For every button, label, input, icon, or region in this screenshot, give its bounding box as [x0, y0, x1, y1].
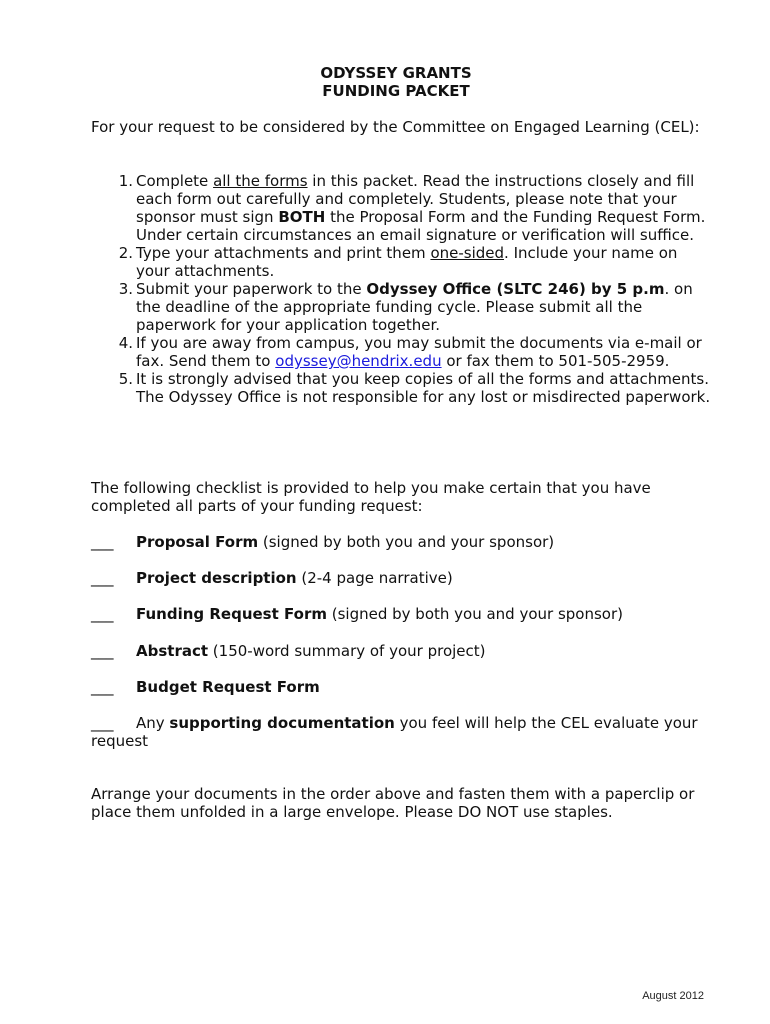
list-item [91, 244, 711, 280]
page-title [0, 64, 770, 100]
footer-date: August 2012 [642, 990, 704, 1002]
checklist-note: (150-word summary of your project) [208, 642, 486, 660]
step-text: the Proposal Form and the Funding Request Form. Under certain circumstances an email signature or verification will suffice. [136, 208, 706, 244]
checklist-intro: The following checklist is provided to help you make certain that you have completed all parts of your funding request: [91, 479, 651, 515]
email-link[interactable]: odyssey@hendrix.edu [275, 352, 442, 370]
checklist-label: Funding Request Form [136, 605, 327, 623]
list-item [91, 370, 711, 406]
checklist-note: (signed by both you and your sponsor) [258, 533, 555, 551]
step-text: . Include your name on your attachments. [136, 244, 678, 280]
step-text: . on the deadline of the appropriate funding cycle. Please submit all the paperwork for your application together. [136, 280, 693, 334]
checkbox-blank: ___ [91, 569, 114, 587]
title-line-1: ODYSSEY GRANTS [320, 64, 472, 82]
checklist-note: (2-4 page narrative) [296, 569, 453, 587]
checklist-item-proposal-form [91, 533, 711, 551]
checklist-label: supporting documentation [169, 714, 395, 732]
step-text: Submit your paperwork to the [136, 280, 367, 298]
list-number: 5. [118, 370, 133, 388]
instructions-list [91, 172, 711, 406]
checkbox-blank: ___ [91, 605, 114, 623]
checkbox-blank: ___ [91, 714, 114, 732]
bold-phrase: BOTH [278, 208, 326, 226]
checklist-item-funding-request-form [91, 605, 711, 623]
intro-paragraph: For your request to be considered by the Committee on Engaged Learning (CEL): [91, 118, 700, 136]
closing-paragraph: Arrange your documents in the order above and fasten them with a paperclip or place them unfolded in a large envelope. Please DO NOT use staples. [91, 785, 695, 821]
checklist-note: you feel will help the CEL evaluate your request [91, 714, 698, 750]
list-item [91, 172, 711, 244]
checklist-item-supporting-documentation [91, 714, 711, 750]
list-number: 4. [118, 334, 133, 352]
list-item [91, 334, 711, 370]
step-text: in this packet. Read the instructions closely and fill each form out carefully and completely. Students, please note that your sponsor must sign [136, 172, 695, 226]
checkbox-blank: ___ [91, 642, 114, 660]
checklist-label: Proposal Form [136, 533, 259, 551]
bold-phrase: Odyssey Office (SLTC 246) by 5 p.m [366, 280, 665, 298]
checklist-item-budget-request-form [91, 678, 711, 696]
checklist-label: Project description [136, 569, 297, 587]
step-text: Type your attachments and print them [136, 244, 431, 262]
underlined-phrase: all the forms [213, 172, 308, 190]
checklist-label: Budget Request Form [136, 678, 320, 696]
checklist-note: (signed by both you and your sponsor) [326, 605, 623, 623]
list-number: 3. [118, 280, 133, 298]
step-text: Complete [136, 172, 214, 190]
list-item [91, 280, 711, 334]
list-number: 1. [118, 172, 133, 190]
title-line-2: FUNDING PACKET [322, 82, 470, 100]
underlined-phrase: one-sided [430, 244, 505, 262]
checkbox-blank: ___ [91, 678, 114, 696]
checkbox-blank: ___ [91, 533, 114, 551]
step-text: It is strongly advised that you keep copies of all the forms and attachments. The Odyssey Office is not responsible for any lost or misdirected paperwork. [136, 370, 711, 406]
list-number: 2. [118, 244, 133, 262]
checklist-item-abstract [91, 642, 711, 660]
checklist-label: Abstract [136, 642, 209, 660]
step-text: If you are away from campus, you may submit the documents via e-mail or fax. Send them to [136, 334, 702, 370]
checklist-prefix: Any [136, 714, 170, 732]
checklist-item-project-description [91, 569, 711, 587]
step-text: or fax them to 501-505-2959. [441, 352, 670, 370]
